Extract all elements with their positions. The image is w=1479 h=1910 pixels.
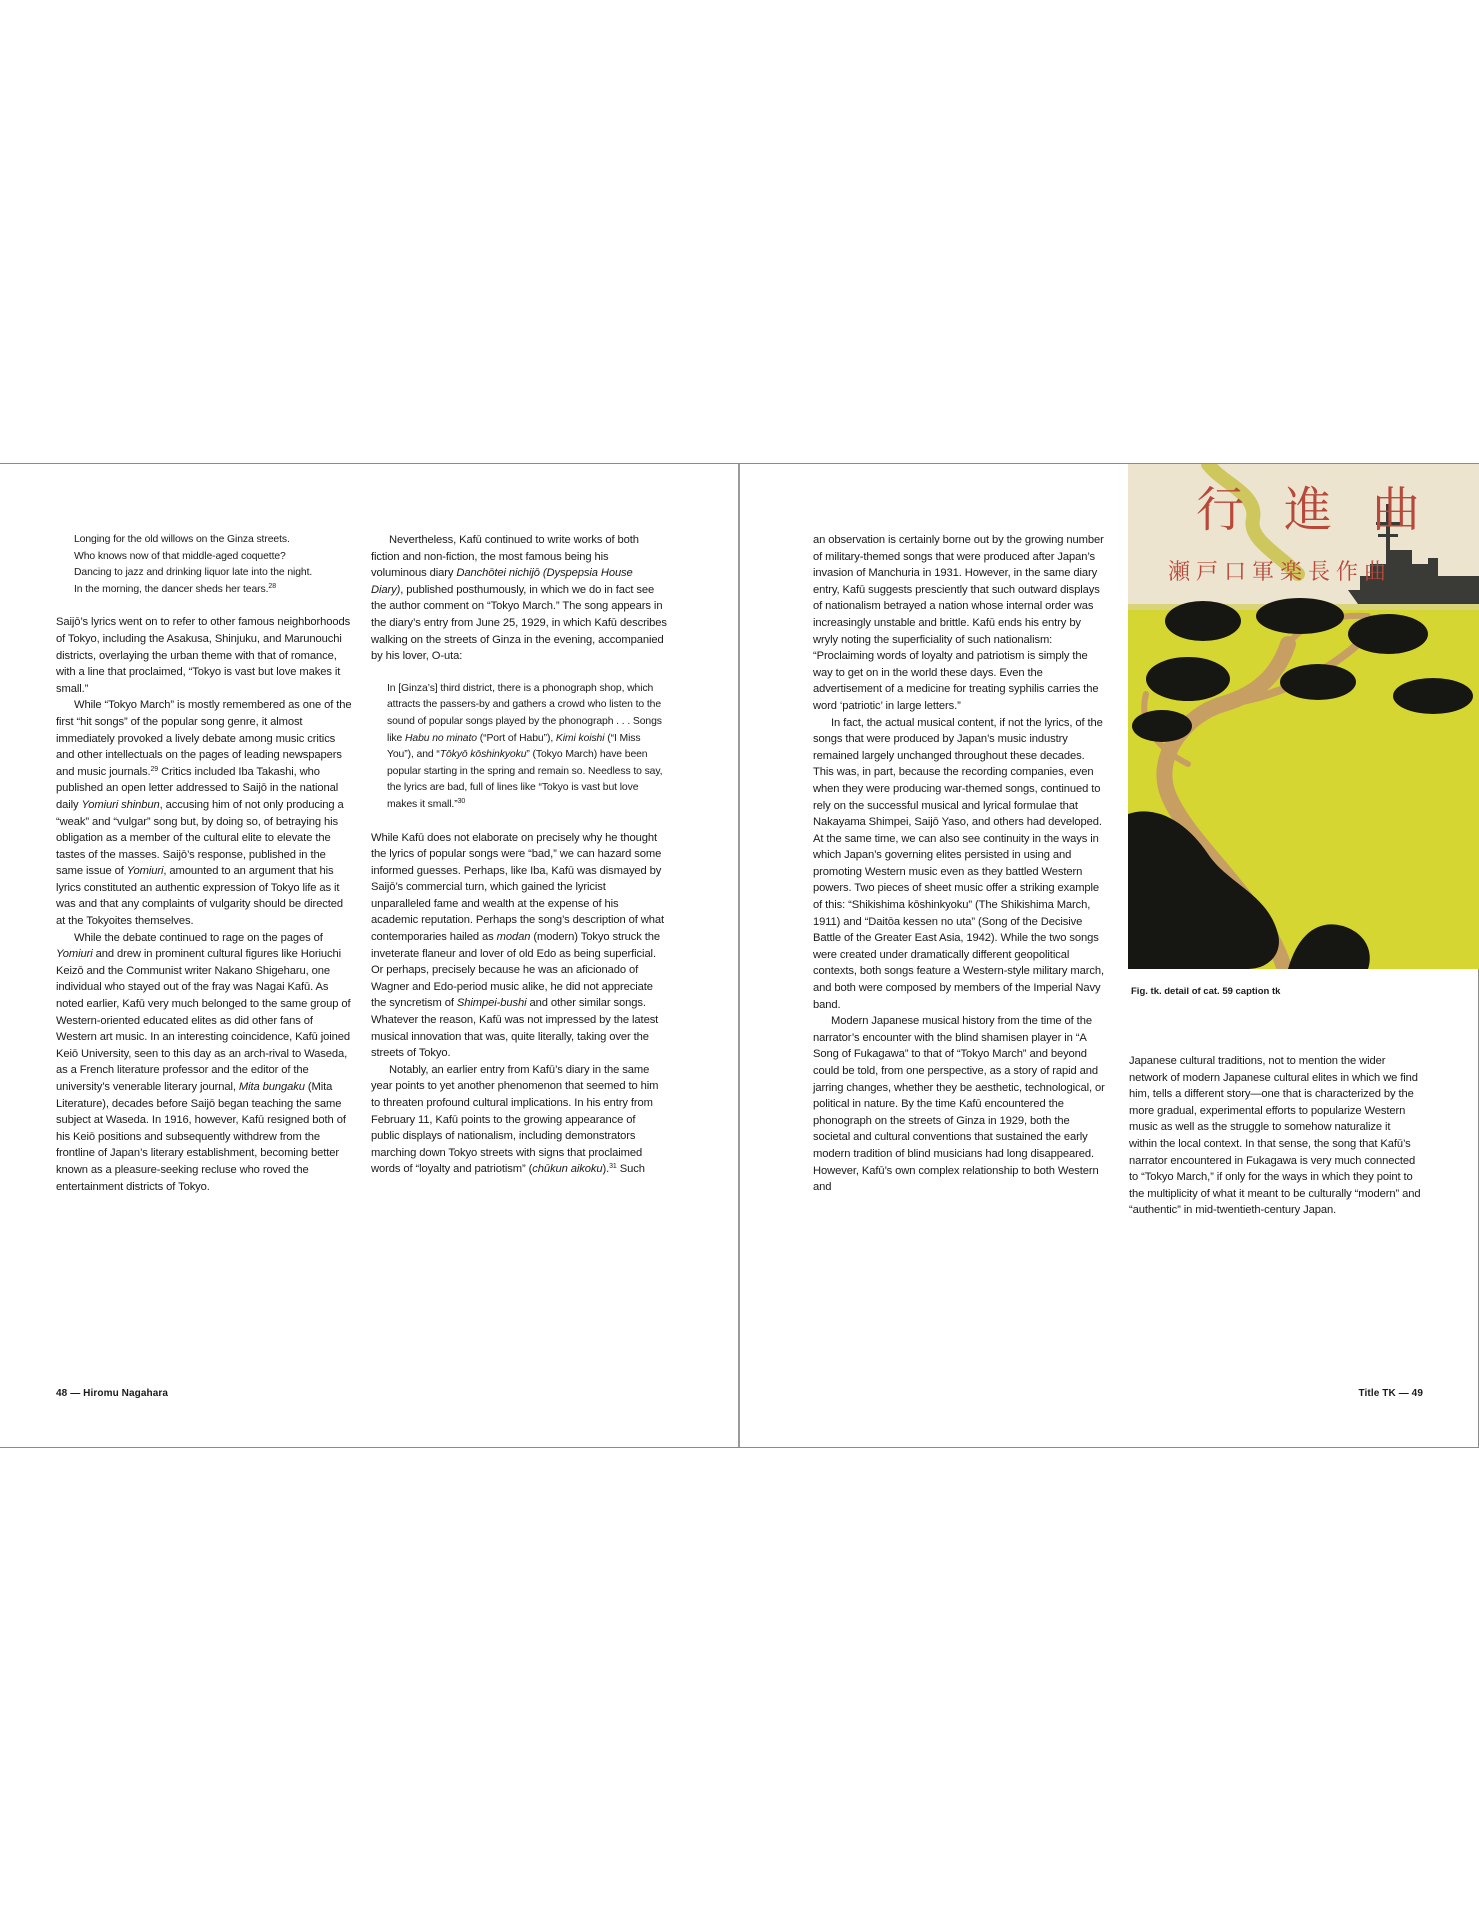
sheet-music-cover-figure	[1128, 464, 1479, 969]
footnote-ref: 30	[457, 797, 466, 805]
poem-line: Dancing to jazz and drinking liquor late into the night.	[74, 567, 313, 579]
right-folio: Title TK — 49	[1358, 1388, 1423, 1399]
body-paragraph: While Kafū does not elaborate on precisely why he thought the lyrics of popular songs were “bad,” we can hazard some informed guesses. Perhaps, like Iba, Kafū was dismayed by Saijō’s commercial turn, which gained the lyricist unparalleled fame and wealth at the expense of his academic reputation. Perhaps the song’s description of what contemporaries hailed as modan (modern) Tokyo struck the inveterate flaneur and lover of old Edo as being superficial. Or perhaps, precisely because he was an aficionado of Wagner and Edo-period music alike, he did not appreciate the syncretism of Shimpei-bushi and other similar songs. Whatever the reason, Kafū was not impressed by the latest musical innovation that was, quite literally, taking over the streets of Tokyo.	[371, 831, 665, 1060]
poem-line: Longing for the old willows on the Ginza streets.	[74, 534, 290, 545]
body-paragraph: an observation is certainly borne out by the growing number of military-themed songs that were produced after Japan’s invasion of Manchuria in 1931. However, in the same diary entry, Kafū suggests presciently that such outward displays of nationalism betrayed a nation whose internal order was increasingly unstable and brittle. Kafū ends his entry by wryly noting the superficiality of such nationalism: “Proclaiming words of loyalty and patriotism is simply the way to get on in the world these days. Even the advertisement of a medicine for treating syphilis carries the word ‘patriotic’ in large letters.”	[813, 534, 1104, 712]
right-column-1	[813, 532, 1105, 1196]
epigraph-poem	[74, 532, 352, 598]
body-paragraph: Nevertheless, Kafū continued to write works of both fiction and non-fiction, the most famous being his voluminous diary Danchōtei nichijō (Dyspepsia House Diary), published posthumously, in which we do in fact see the author comment on “Tokyo March.” The song appears in the diary’s entry from June 25, 1929, in which Kafū describes walking on the streets of Ginza in the evening, accompanied by his lover, O-uta:	[371, 534, 667, 663]
right-column-2	[1129, 1053, 1421, 1219]
book-spread	[0, 463, 1479, 1448]
body-paragraph: Japanese cultural traditions, not to mention the wider network of modern Japanese cultural elites in which we find him, tells a different story—one that is characterized by the more gradual, experimental efforts to popularize Western music as well as the struggle to somehow naturalize it within the local context. In that sense, the song that Kafū’s narrator encountered in Fukagawa is very much connected to “Tokyo March,” if only for the ways in which they point to the multiplicity of what it meant to be culturally “modern” and “authentic” in mid-twentieth-century Japan.	[1129, 1055, 1421, 1217]
body-paragraph: Saijō’s lyrics went on to refer to other famous neighborhoods of Tokyo, including the Asakusa, Shinjuku, and Marunouchi districts, overlaying the urban theme with that of romance, with a line that proclaimed, “Tokyo is vast but love makes it small.”	[56, 616, 351, 695]
poem-line: In the morning, the dancer sheds her tears.$^{28}$	[74, 582, 276, 595]
footnote-ref: 31	[609, 1163, 617, 1171]
gutter-fold	[738, 464, 740, 1447]
figure-caption: Fig. tk. detail of cat. 59 caption tk	[1131, 986, 1281, 997]
left-folio: 48 — Hiromu Nagahara	[56, 1388, 169, 1399]
diary-quote: In [Ginza’s] third district, there is a phonograph shop, which attracts the passers-by and gathers a crowd who listen to the sound of popular songs played by the phonograph . . . Songs like Habu no minato (“Port of Habu”), Kimi koishi (“I Miss You”), and “Tōkyō kōshinkyoku” (Tokyo March) have been popular starting in the spring and remain so. Needless to say, the lyrics are bad, full of lines like “Tokyo is vast but love makes it small.”$^{30}$	[387, 682, 663, 810]
sheet-music-cover-illustration	[1128, 464, 1479, 969]
body-paragraph: Modern Japanese musical history from the time of the narrator’s encounter with the blind shamisen player in “A Song of Fukagawa” to that of “Tokyo March” and beyond could be told, from one perspective, as a story of rapid and jarring changes, whether they be aesthetic, technological, or political in nature. By the time Kafū encountered the phonograph on the streets of Ginza in 1929, both the societal and cultural conventions that sustained the early modern tradition of blind musicians had long disappeared. However, Kafū’s own complex relationship to both Western and	[813, 1015, 1105, 1194]
footnote-ref: 28	[268, 582, 276, 590]
left-column-2	[371, 532, 667, 1178]
body-paragraph: In fact, the actual musical content, if not the lyrics, of the songs that were produced by Japan’s music industry remained largely unchanged throughout these decades. This was, in part, because the recording companies, even when they were producing war-themed songs, continued to rely on the successful musical and lyrical formulae that Nakayama Shimpei, Saijō Yaso, and others had developed. At the same time, we can also see continuity in the ways in which Japan’s governing elites persisted in using and promoting Western music even as they battled Western powers. Two pieces of sheet music offer a striking example of this: “Shikishima kōshinkyoku” (The Shikishima March, 1911) and “Daitōa kessen no uta” (Song of the Decisive Battle of the Greater East Asia, 1942). While the two songs were created under dramatically different geopolitical contexts, both songs feature a Western-style military march, and both were composed by members of the Imperial Navy band.	[813, 716, 1105, 1011]
title-characters: 行進曲	[1196, 482, 1461, 538]
body-paragraph: While “Tokyo March” is mostly remembered as one of the first “hit songs” of the popular song genre, it almost immediately provoked a lively debate among music critics and other intellectuals on the pages of leading newspapers and music journals.$^{29}$ Critics included Iba Takashi, who published an open letter addressed to Saijō in the national daily Yomiuri shinbun, accusing him of not only producing a “weak” and “vulgar” song but, by doing so, of betraying his obligation as a member of the cultural elite to elevate the tastes of the masses. Saijō’s response, published in the same issue of Yomiuri, amounted to an argument that his lyrics constituted an authentic expression of Tokyo life as it was and that any complaints of vulgarity should be directed at the Tokyoites themselves.	[56, 699, 352, 928]
body-paragraph: While the debate continued to rage on the pages of Yomiuri and drew in prominent cultural figures like Horiuchi Keizō and the Communist writer Nakano Shigeharu, one individual who stayed out of the fray was Nagai Kafū. As noted earlier, Kafū very much belonged to the same group of Western-oriented educated elites as did other fans of Western art music. In an interesting coincidence, Kafū joined Keiō University, seen to this day as an arch-rival to Waseda, as a French literature professor and the editor of the university’s venerable literary journal, Mita bungaku (Mita Literature), decades before Saijō began teaching the same subject at Waseda. In 1916, however, Kafū resigned both of his Keiō positions and subsequently withdrew from the frontline of Japan’s literary establishment, becoming better known as a pleasure-seeking recluse who roved the entertainment districts of Tokyo.	[56, 931, 351, 1193]
body-paragraph: Notably, an earlier entry from Kafū’s diary in the same year points to yet another phenomenon that seemed to him to threaten profound cultural implications. In his entry from February 11, Kafū points to the growing appearance of public displays of nationalism, including demonstrators marching down Tokyo streets with signs that proclaimed words of “loyalty and patriotism” (chūkun aikoku).$^{31}$ Such	[371, 1063, 659, 1176]
left-column-1	[56, 532, 352, 1195]
footnote-ref: 29	[150, 765, 159, 773]
poem-line: Who knows now of that middle-aged coquette?	[74, 550, 286, 562]
subtitle-characters: 瀬戸口軍楽長作曲	[1168, 560, 1393, 585]
